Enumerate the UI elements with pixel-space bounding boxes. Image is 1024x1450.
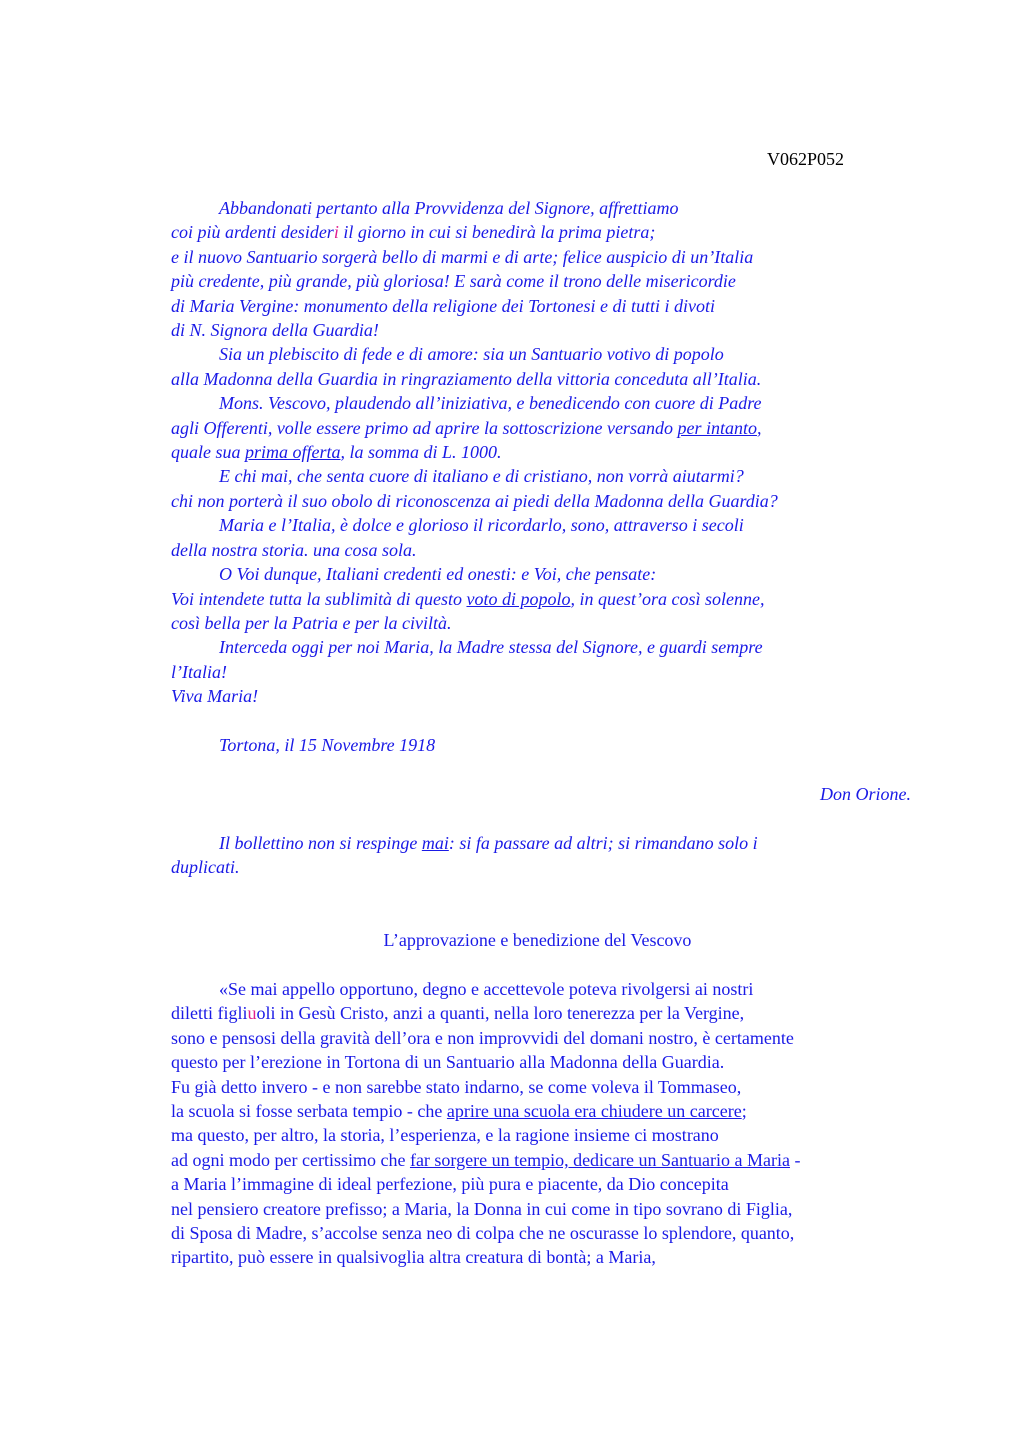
text-line: ad ogni modo per certissimo che far sorgere un tempio, dedicare un Santuario a Maria - <box>171 1149 801 1170</box>
text-line: duplicati. <box>171 857 240 878</box>
page-code: V062P052 <box>766 149 844 169</box>
text-line: O Voi dunque, Italiani credenti ed onesti: e Voi, che pensate: <box>219 564 657 585</box>
text-line: ma questo, per altro, la storia, l’esperienza, e la ragione insieme ci mostrano <box>171 1125 719 1146</box>
text-line: «Se mai appello opportuno, degno e accettevole poteva rivolgersi ai nostri <box>219 979 754 999</box>
text-line: Viva Maria! <box>171 686 259 707</box>
text-line: Voi intendete tutta la sublimità di questo voto di popolo, in quest’ora così solenne, <box>171 588 765 609</box>
text-line: di N. Signora della Guardia! <box>171 320 379 341</box>
bishop-letter-text <box>171 977 911 1270</box>
text-line: della nostra storia. una cosa sola. <box>171 539 417 560</box>
text-line: agli Offerenti, volle essere primo ad aprire la sottoscrizione versando per intanto, <box>171 417 762 438</box>
text-line: sono e pensosi della gravità dell’ora e non improvvidi del domani nostro, è certamente <box>171 1027 794 1048</box>
text-line: ripartito, può essere in qualsivoglia altra creatura di bontà; a Maria, <box>171 1247 656 1268</box>
text-line: di Maria Vergine: monumento della religione dei Tortonesi e di tutti i divoti <box>171 295 715 316</box>
text-line: coi più ardenti desideri il giorno in cui si benedirà la prima pietra; <box>171 222 656 243</box>
section-heading: L’approvazione e benedizione del Vescovo <box>383 930 692 950</box>
text-line: E chi mai, che senta cuore di italiano e di cristiano, non vorrà aiutarmi? <box>219 466 744 487</box>
text-line: Il bollettino non si respinge mai: si fa passare ad altri; si rimandano solo i <box>219 833 758 853</box>
text-line: di Sposa di Madre, s’accolse senza neo di colpa che ne oscurasse lo splendore, quanto, <box>171 1223 795 1244</box>
text-line: più credente, più grande, più gloriosa! E sarà come il trono delle misericordie <box>171 271 736 292</box>
text-line: Fu già detto invero - e non sarebbe stato indarno, se come voleva il Tommaseo, <box>171 1076 742 1097</box>
text-line: Abbandonati pertanto alla Provvidenza del Signore, affrettiamo <box>219 198 679 218</box>
text-line: quale sua prima offerta, la somma di L. 1000. <box>171 442 502 463</box>
date-line <box>171 733 911 757</box>
text-line: l’Italia! <box>171 661 227 682</box>
appeal-text <box>171 196 911 709</box>
text-line: Mons. Vescovo, plaudendo all’iniziativa, e benedicendo con cuore di Padre <box>219 393 762 414</box>
text-line: così bella per la Patria e per la civiltà. <box>171 612 452 633</box>
note-text <box>171 831 911 880</box>
date-text: Tortona, il 15 Novembre 1918 <box>219 735 436 755</box>
text-line: chi non porterà il suo obolo di riconoscenza ai piedi della Madonna della Guardia? <box>171 490 778 511</box>
text-line: Maria e l’Italia, è dolce e glorioso il ricordarlo, sono, attraverso i secoli <box>219 515 744 536</box>
text-line: Interceda oggi per noi Maria, la Madre stessa del Signore, e guardi sempre <box>219 637 763 658</box>
text-line: a Maria l’immagine di ideal perfezione, più pura e piacente, da Dio concepita <box>171 1174 729 1195</box>
text-line: alla Madonna della Guardia in ringraziamento della vittoria conceduta all’Italia. <box>171 368 762 389</box>
text-line: diletti figliuoli in Gesù Cristo, anzi a quanti, nella loro tenerezza per la Vergine, <box>171 1003 745 1024</box>
signature-text: Don Orione. <box>820 784 911 804</box>
text-line: nel pensiero creatore prefisso; a Maria, la Donna in cui come in tipo sovrano di Figlia, <box>171 1198 793 1219</box>
text-line: Sia un plebiscito di fede e di amore: sia un Santuario votivo di popolo <box>219 344 724 365</box>
text-line: la scuola si fosse serbata tempio - che aprire una scuola era chiudere un carcere; <box>171 1101 747 1122</box>
signature <box>171 782 961 806</box>
text-line: e il nuovo Santuario sorgerà bello di marmi e di arte; felice auspicio di un’Italia <box>171 246 754 267</box>
text-line: questo per l’erezione in Tortona di un Santuario alla Madonna della Guardia. <box>171 1052 725 1073</box>
